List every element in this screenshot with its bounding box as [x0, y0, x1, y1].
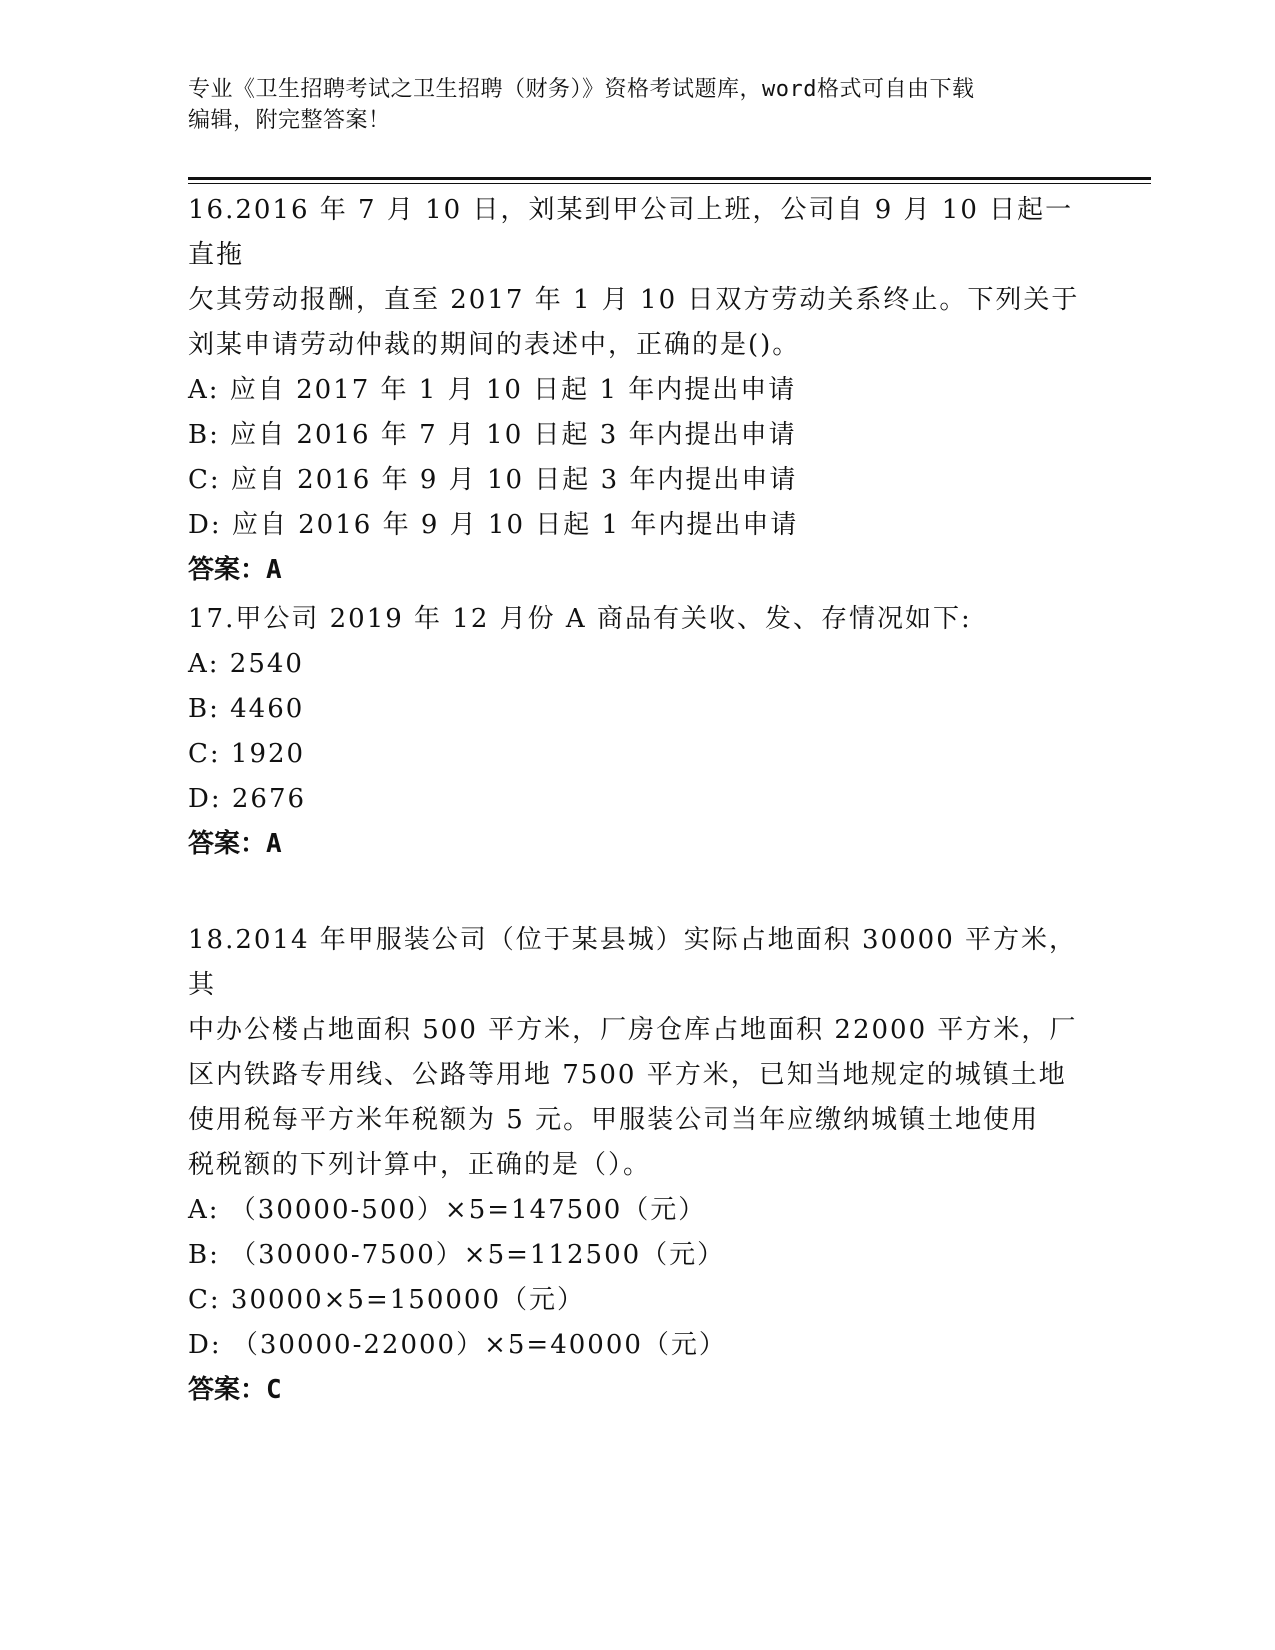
answer-label: 答案：A [188, 555, 282, 585]
option-a: A: 应自 2017 年 1 月 10 日起 1 年内提出申请 [188, 375, 797, 405]
option-c: C: 30000×5=150000（元） [188, 1285, 585, 1315]
answer-label: 答案：A [188, 829, 282, 859]
option-a: A: 2540 [188, 649, 304, 679]
option-d: D: （30000-22000）×5=40000（元） [188, 1330, 727, 1360]
question-stem-line: 欠其劳动报酬，直至 2017 年 1 月 10 日双方劳动关系终止。下列关于 [188, 285, 1080, 315]
question-18 [188, 918, 1088, 1413]
header-rule-thick [188, 177, 1151, 180]
option-c: C: 应自 2016 年 9 月 10 日起 3 年内提出申请 [188, 465, 798, 495]
question-stem-line: 税税额的下列计算中，正确的是（）。 [188, 1150, 652, 1180]
header-rule-thin [188, 183, 1151, 184]
answer-label: 答案：C [188, 1375, 282, 1405]
question-16 [188, 188, 1088, 593]
option-b: B: 4460 [188, 694, 305, 724]
question-stem-line: 使用税每平方米年税额为 5 元。甲服装公司当年应缴纳城镇土地使用 [188, 1105, 1040, 1135]
option-d: D: 应自 2016 年 9 月 10 日起 1 年内提出申请 [188, 510, 799, 540]
document-header [188, 74, 1088, 136]
option-c: C: 1920 [188, 739, 306, 769]
question-stem-line: 17.甲公司 2019 年 12 月份 A 商品有关收、发、存情况如下: [188, 604, 972, 634]
question-stem-line: 刘某申请劳动仲裁的期间的表述中，正确的是()。 [188, 330, 801, 360]
question-17 [188, 597, 1088, 867]
question-stem-line: 18.2014 年甲服装公司（位于某县城）实际占地面积 30000 平方米，其 [188, 925, 1078, 1000]
question-stem-line: 区内铁路专用线、公路等用地 7500 平方米，已知当地规定的城镇土地 [188, 1060, 1067, 1090]
header-line-2: 编辑，附完整答案！ [188, 108, 391, 133]
option-b: B: （30000-7500）×5=112500（元） [188, 1240, 726, 1270]
option-b: B: 应自 2016 年 7 月 10 日起 3 年内提出申请 [188, 420, 797, 450]
option-d: D: 2676 [188, 784, 307, 814]
question-stem-line: 中办公楼占地面积 500 平方米，厂房仓库占地面积 22000 平方米，厂 [188, 1015, 1078, 1045]
option-a: A: （30000-500）×5=147500（元） [188, 1195, 707, 1225]
question-stem-line: 16.2016 年 7 月 10 日，刘某到甲公司上班，公司自 9 月 10 日起一直拖 [188, 195, 1074, 270]
header-line-1: 专业《卫生招聘考试之卫生招聘（财务）》资格考试题库，word格式可自由下载 [188, 77, 975, 102]
